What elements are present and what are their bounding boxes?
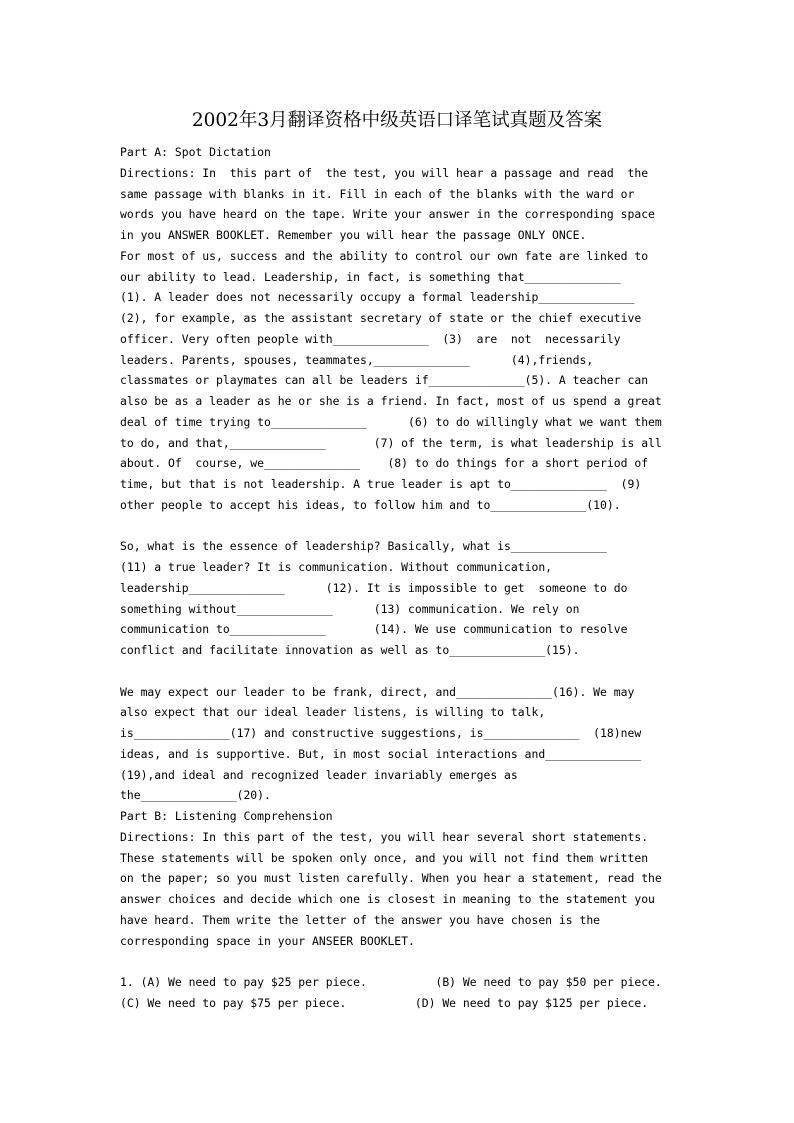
text-line: other people to accept his ideas, to follow him and to______________(10). [120, 497, 621, 512]
text-line: in you ANSWER BOOKLET. Remember you will hear the passage ONLY ONCE. [120, 228, 587, 242]
text-line: classmates or playmates can all be leaders if______________(5). A teacher can [120, 373, 649, 388]
text-line: deal of time trying to______________ (6) to do willingly what we want them [120, 414, 662, 429]
text-line: have heard. Them write the letter of the answer you have chosen is the [120, 912, 601, 927]
text-line: answer choices and decide which one is closest in meaning to the statement you [120, 892, 655, 906]
text-line: conflict and facilitate innovation as well as to______________(15). [120, 643, 580, 657]
text-line: Part A: Spot Dictation [120, 145, 271, 159]
text-line: (11) a true leader? It is communication. Without communication, [120, 560, 553, 574]
text-line: corresponding space in your ANSEER BOOKLET. [120, 933, 415, 948]
text-line: Part B: Listening Comprehension [120, 809, 333, 823]
text-line: our ability to lead. Leadership, in fact, is something that______________ [120, 269, 621, 284]
text-line: So, what is the essence of leadership? Basically, what is______________ [120, 539, 607, 554]
text-line: (2), for example, as the assistant secretary of state or the chief executive [120, 311, 642, 325]
text-line: to do, and that,______________ (7) of the term, is what leadership is all [120, 435, 662, 450]
text-line: on the paper; so you must listen carefully. When you hear a statement, read the [120, 871, 662, 886]
text-line: same passage with blanks in it. Fill in each of the blanks with the ward or [120, 186, 635, 201]
text-line: words you have heard on the tape. Write your answer in the corresponding space [120, 207, 655, 222]
text-line: Directions: In this part of the test, you will hear a passage and read the [120, 165, 649, 180]
text-line: is______________(17) and constructive suggestions, is______________ (18)new [120, 726, 642, 740]
text-line: about. Of course, we______________ (8) to do things for a short period of [120, 456, 649, 471]
text-line: the______________(20). [120, 788, 271, 803]
text-line: leadership______________ (12). It is impossible to get someone to do [120, 580, 628, 595]
text-line: We may expect our leader to be frank, direct, and______________(16). We may [120, 684, 635, 699]
text-line: (1). A leader does not necessarily occupy a formal leadership______________ [120, 290, 635, 305]
text-line: communication to______________ (14). We use communication to resolve [120, 622, 628, 637]
text-line: also expect that our ideal leader listens, is willing to talk, [120, 705, 546, 720]
page-title: 2002年3月翻译资格中级英语口译笔试真题及答案 [191, 110, 603, 131]
text-line: Directions: In this part of the test, you will hear several short statements. [120, 829, 649, 844]
text-line: officer. Very often people with______________ (3) are not necessarily [120, 331, 621, 346]
text-line: For most of us, success and the ability to control our own fate are linked to [120, 248, 649, 263]
text-line: something without______________ (13) communication. We rely on [120, 601, 580, 616]
text-line: leaders. Parents, spouses, teammates,______________ (4),friends, [120, 352, 594, 367]
text-line: time, but that is not leadership. A true leader is apt to______________ (9) [120, 477, 642, 491]
text-line: (C) We need to pay $75 per piece. (D) We need to pay $125 per piece. [120, 995, 649, 1010]
text-line: ideas, and is supportive. But, in most social interactions and______________ [120, 746, 642, 761]
text-line: also be as a leader as he or she is a friend. In fact, most of us spend a great [120, 394, 662, 408]
text-line: 1. (A) We need to pay $25 per piece. (B) We need to pay $50 per piece. [120, 975, 662, 989]
text-line: These statements will be spoken only once, and you will not find them written [120, 850, 649, 865]
text-line: (19),and ideal and recognized leader invariably emerges as [120, 767, 518, 782]
